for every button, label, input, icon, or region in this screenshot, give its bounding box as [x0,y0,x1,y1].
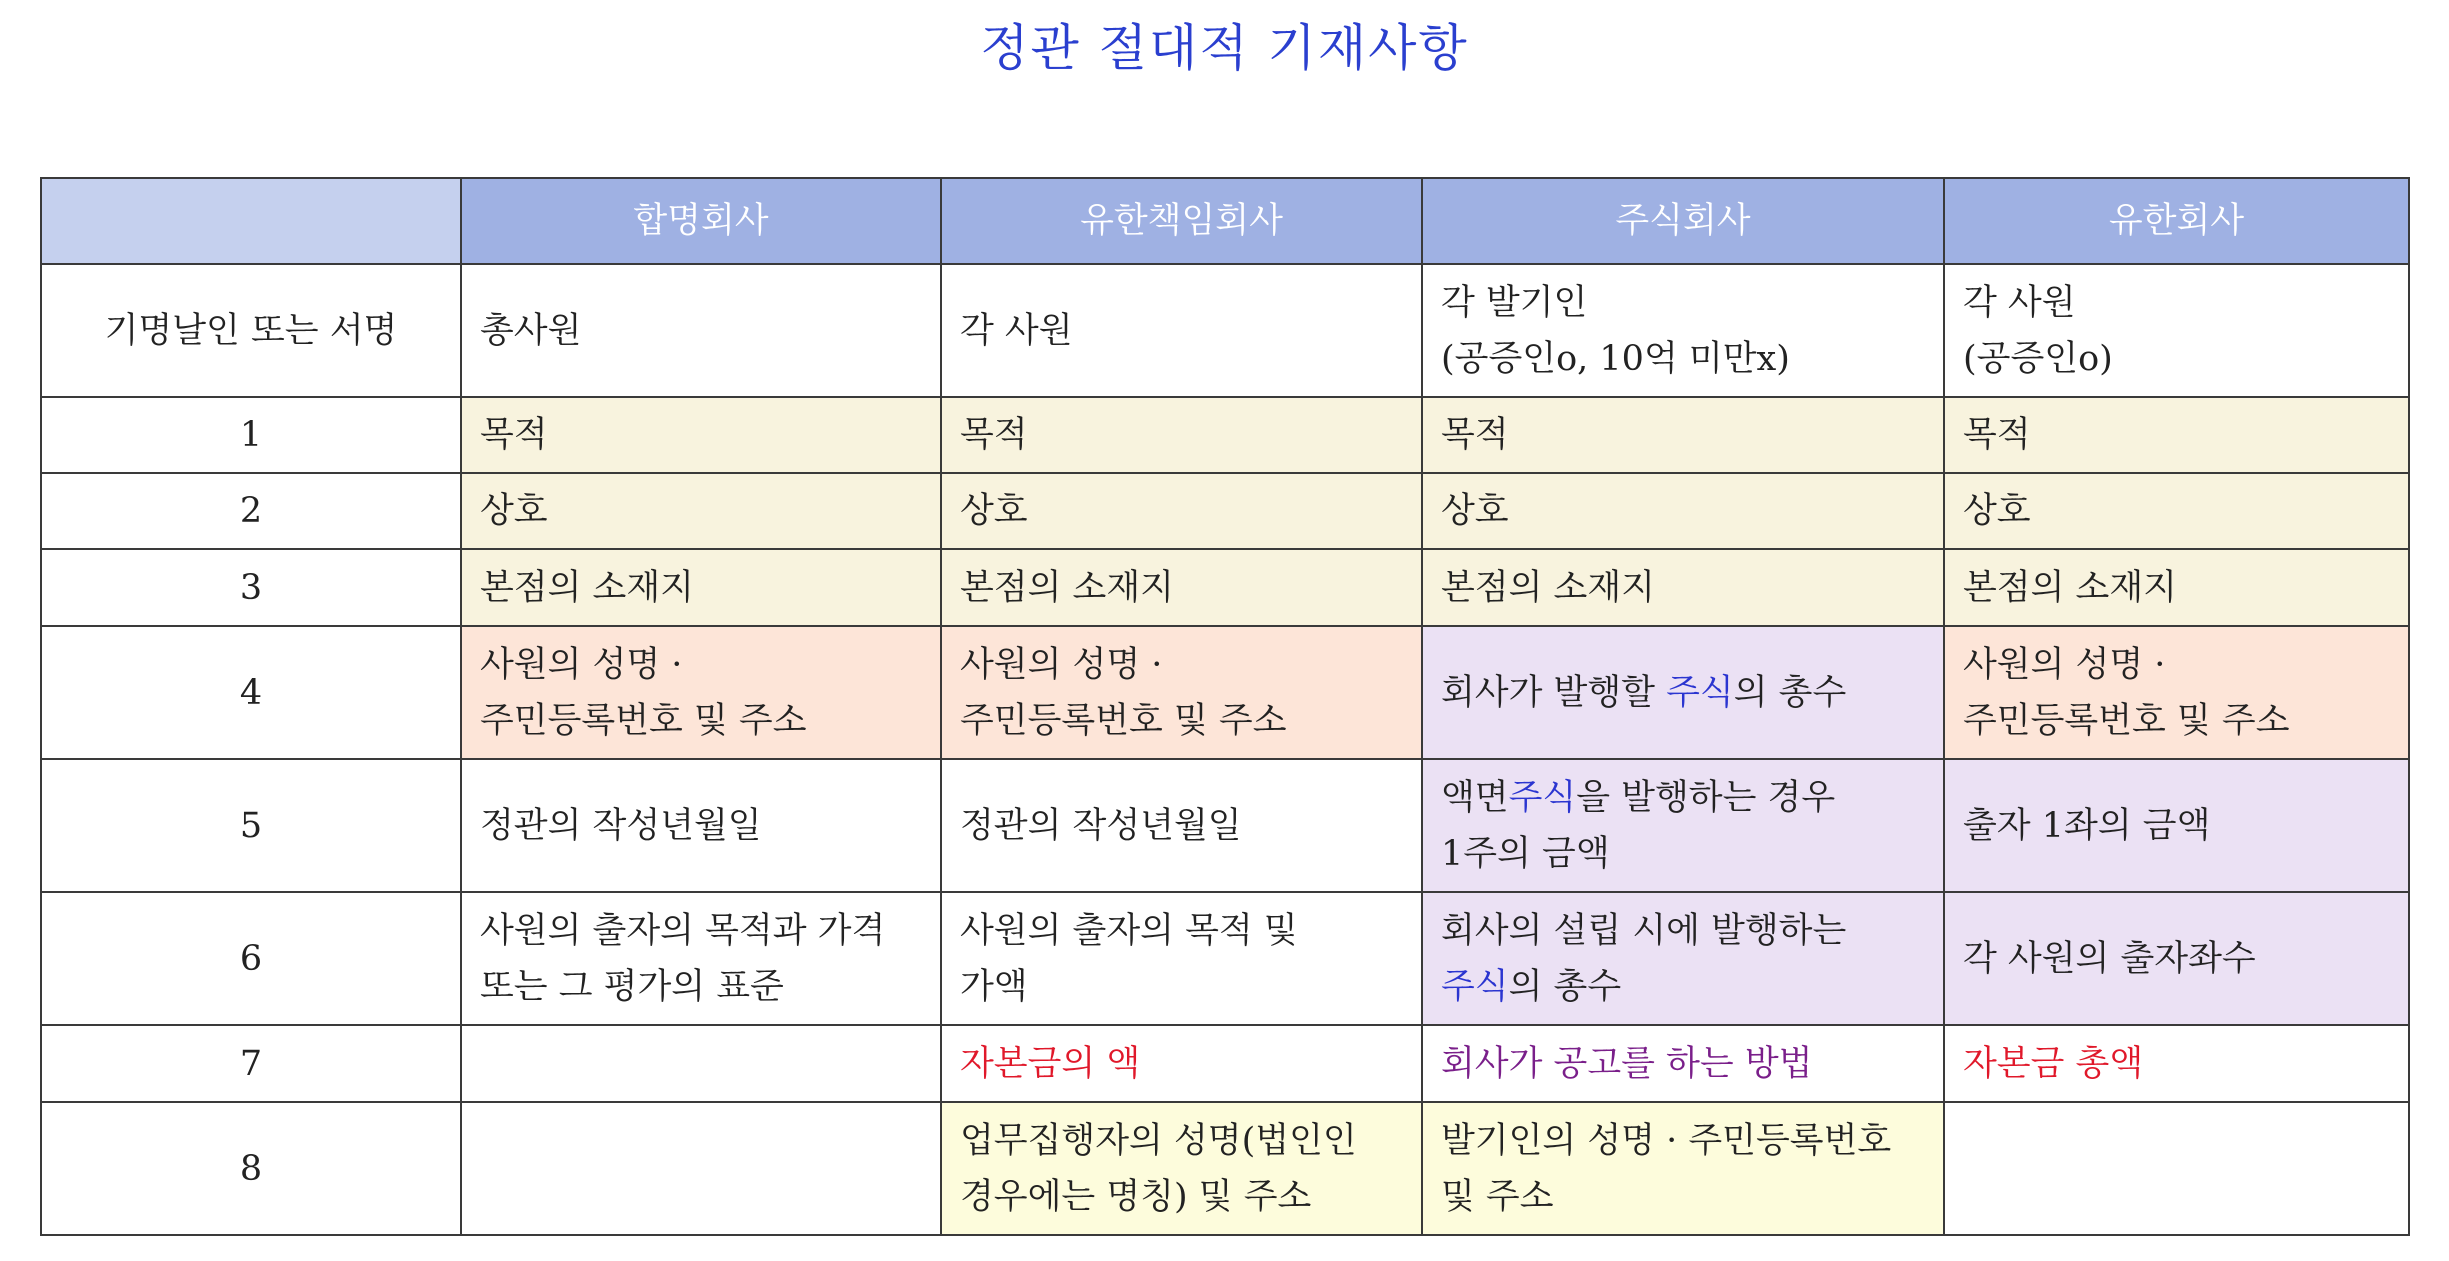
cell-line: 또는 그 평가의 표준 [480,966,784,1007]
cell-line: 사원의 성명 · [480,644,683,685]
cell [941,892,1422,1025]
cell-emphasis: 회사가 공고를 하는 방법 [1422,1025,1944,1102]
cell: 본점의 소재지 [1422,549,1944,626]
cell-line: 1주의 금액 [1441,833,1610,874]
cell [1422,264,1944,397]
cell: 본점의 소재지 [461,549,941,626]
text: 을 발행하는 경우 [1576,777,1836,818]
cell-line: 사원의 성명 · [960,644,1163,685]
highlight-word: 주식 [1508,777,1577,818]
cell-line: (공증인o, 10억 미만x) [1441,338,1790,379]
row-number: 8 [41,1102,461,1235]
row-number: 5 [41,759,461,892]
cell [461,892,941,1025]
cell: 본점의 소재지 [941,549,1422,626]
cell [1944,626,2409,759]
cell: 상호 [941,473,1422,549]
cell-line: 사원의 출자의 목적과 가격 [480,910,886,951]
cell-line: 사원의 성명 · [1963,644,2166,685]
table-row [41,1025,2409,1102]
row-number: 3 [41,549,461,626]
text: 의 총수 [1733,672,1847,713]
cell: 출자 1좌의 금액 [1944,759,2409,892]
cell-line: (공증인o) [1963,338,2113,379]
cell [941,626,1422,759]
text: 액면 [1441,777,1509,818]
cell [1944,264,2409,397]
table-row [41,1102,2409,1235]
text: 의 총수 [1508,966,1622,1007]
table-row [41,626,2409,759]
cell-line: 가액 [960,966,1028,1007]
header-hapmyeong: 합명회사 [461,178,941,264]
cell-line: 경우에는 명칭) 및 주소 [960,1176,1312,1217]
row-label: 기명날인 또는 서명 [41,264,461,397]
table-row [41,892,2409,1025]
highlight-word: 주식 [1441,966,1509,1007]
cell [1422,892,1944,1025]
cell: 각 사원의 출자좌수 [1944,892,2409,1025]
header-row [41,178,2409,264]
table-row [41,397,2409,473]
requirements-table [40,177,2410,1236]
cell: 정관의 작성년월일 [941,759,1422,892]
cell-line: 주민등록번호 및 주소 [960,700,1287,741]
cell-emphasis: 자본금의 액 [941,1025,1422,1102]
cell-line: 주민등록번호 및 주소 [1963,700,2290,741]
cell: 상호 [1422,473,1944,549]
row-number: 7 [41,1025,461,1102]
header-yuhan-chaegim: 유한책임회사 [941,178,1422,264]
cell: 정관의 작성년월일 [461,759,941,892]
header-jusik: 주식회사 [1422,178,1944,264]
cell [1422,1102,1944,1235]
page-title: 정관 절대적 기재사항 [980,19,1469,77]
cell: 목적 [1944,397,2409,473]
table-row [41,549,2409,626]
cell: 총사원 [461,264,941,397]
header-yuhan: 유한회사 [1944,178,2409,264]
cell-line: 각 사원 [1963,282,2076,323]
cell-emphasis: 자본금 총액 [1944,1025,2409,1102]
cell-line [1441,770,1925,826]
cell: 각 사원 [941,264,1422,397]
cell-line [1441,959,1925,1015]
cell [1422,626,1944,759]
cell-line: 각 발기인 [1441,282,1588,323]
cell-line: 회사의 설립 시에 발행하는 [1441,910,1847,951]
cell [1944,1102,2409,1235]
cell: 목적 [461,397,941,473]
row-number: 4 [41,626,461,759]
cell-line: 사원의 출자의 목적 및 [960,910,1298,951]
cell [941,1102,1422,1235]
highlight-word: 주식 [1666,672,1734,713]
table-row [41,473,2409,549]
row-number: 2 [41,473,461,549]
cell: 상호 [461,473,941,549]
cell-line: 및 주소 [1441,1176,1554,1217]
text: 회사가 발행할 [1441,672,1667,713]
table-row [41,759,2409,892]
cell: 본점의 소재지 [1944,549,2409,626]
table-row [41,264,2409,397]
cell-line: 업무집행자의 성명(법인인 [960,1120,1357,1161]
cell [461,1102,941,1235]
row-number: 1 [41,397,461,473]
cell: 목적 [1422,397,1944,473]
cell [461,626,941,759]
header-corner [41,178,461,264]
cell: 목적 [941,397,1422,473]
row-number: 6 [41,892,461,1025]
cell-line: 주민등록번호 및 주소 [480,700,807,741]
cell [1422,759,1944,892]
cell [461,1025,941,1102]
cell: 상호 [1944,473,2409,549]
cell-line: 발기인의 성명 · 주민등록번호 [1441,1120,1892,1161]
